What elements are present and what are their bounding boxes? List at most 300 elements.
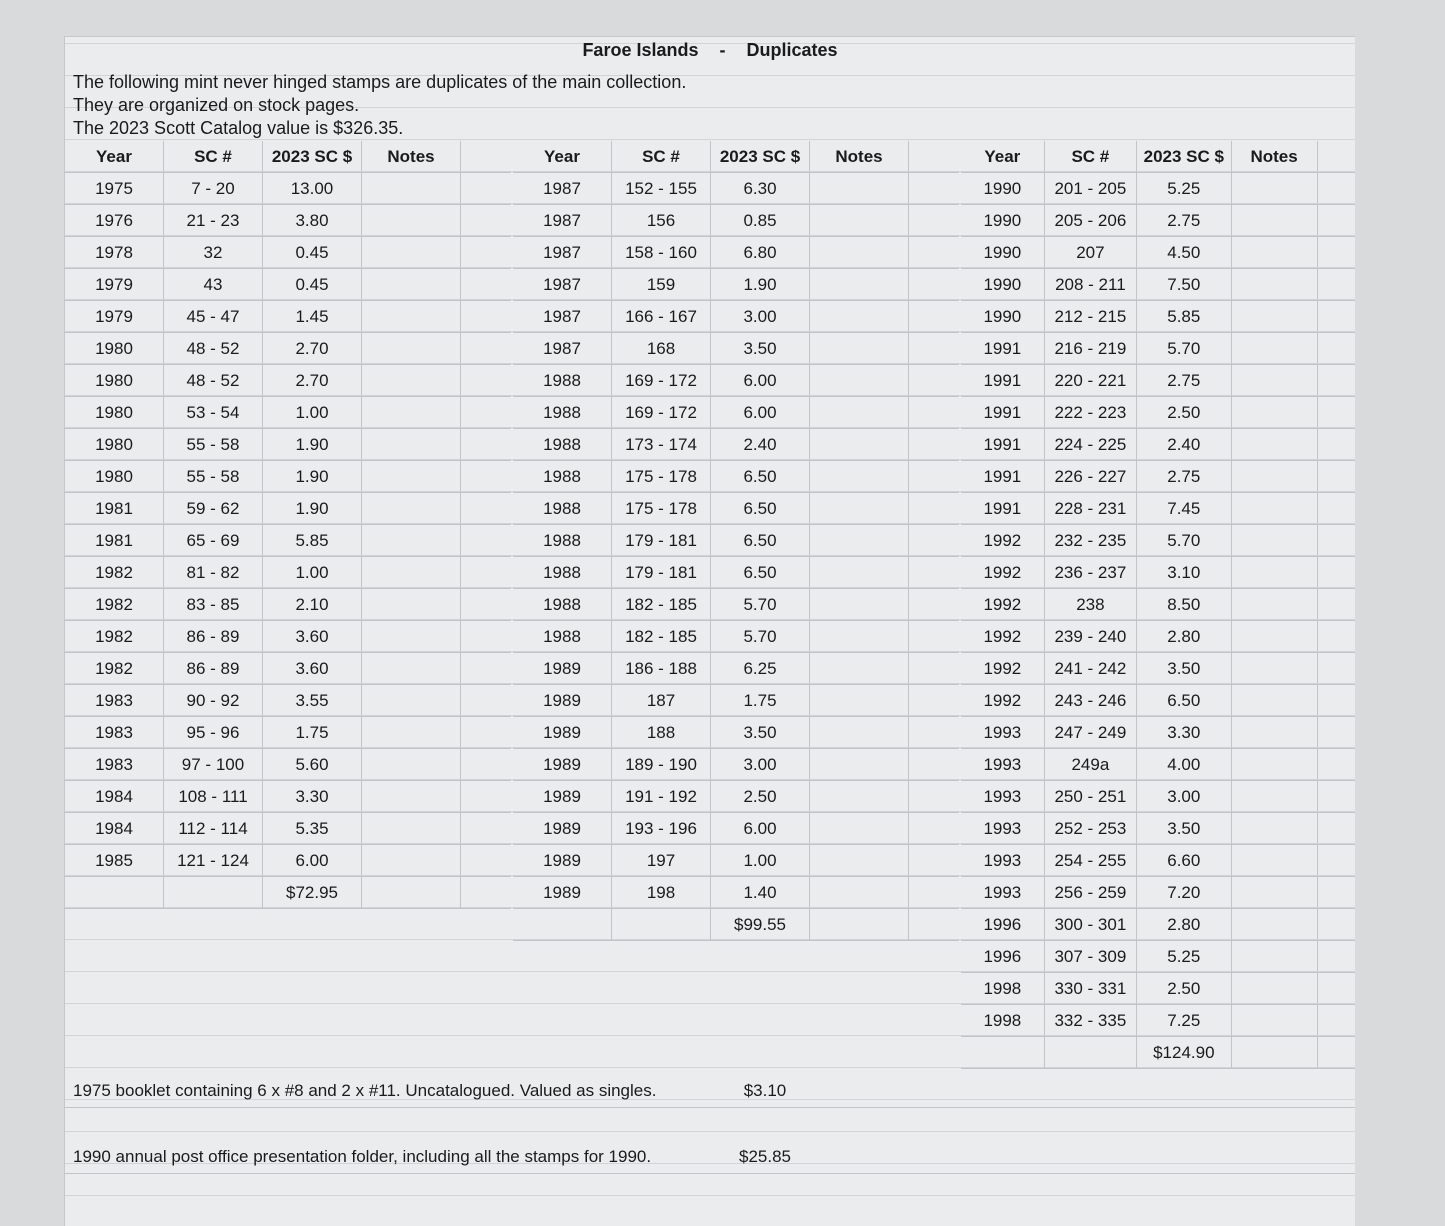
table-row bbox=[961, 237, 1355, 269]
year-cell: 1988 bbox=[513, 557, 612, 589]
value-header: 2023 SC $ bbox=[263, 141, 362, 173]
table-row bbox=[961, 333, 1355, 365]
folder-row bbox=[65, 1140, 1355, 1174]
spacer-cell bbox=[909, 237, 960, 269]
notes-cell bbox=[1231, 781, 1317, 813]
table-row bbox=[961, 429, 1355, 461]
table-row bbox=[65, 717, 511, 749]
sc-number-cell: 249a bbox=[1044, 749, 1136, 781]
spacer-cell bbox=[909, 813, 960, 845]
spacer-cell bbox=[461, 269, 512, 301]
value-cell: 2.70 bbox=[263, 333, 362, 365]
spacer-cell bbox=[909, 525, 960, 557]
year-cell: 1990 bbox=[961, 237, 1044, 269]
value-cell: 2.40 bbox=[711, 429, 810, 461]
notes-cell bbox=[810, 685, 909, 717]
booklet-value: $3.10 bbox=[743, 1081, 787, 1100]
table-row bbox=[513, 525, 959, 557]
year-cell: 1988 bbox=[513, 589, 612, 621]
value-cell: 2.70 bbox=[263, 365, 362, 397]
table-row bbox=[961, 653, 1355, 685]
table-row bbox=[65, 269, 511, 301]
spacer-cell bbox=[1317, 333, 1355, 365]
folder-description: 1990 annual post office presentation folder, including all the stamps for 1990. bbox=[73, 1147, 652, 1166]
table-row bbox=[961, 749, 1355, 781]
value-cell: 3.60 bbox=[263, 621, 362, 653]
value-cell: 6.00 bbox=[263, 845, 362, 877]
table-row bbox=[961, 941, 1355, 973]
notes-cell bbox=[810, 749, 909, 781]
year-cell: 1988 bbox=[513, 365, 612, 397]
year-cell: 1993 bbox=[961, 813, 1044, 845]
notes-cell bbox=[1231, 525, 1317, 557]
notes-cell bbox=[810, 621, 909, 653]
spacer-cell bbox=[1317, 173, 1355, 205]
sc-number-cell: 197 bbox=[612, 845, 711, 877]
year-cell: 1985 bbox=[65, 845, 164, 877]
value-header: 2023 SC $ bbox=[1137, 141, 1232, 173]
year-cell: 1983 bbox=[65, 717, 164, 749]
table-1975-1985 bbox=[65, 141, 511, 909]
value-cell: 5.70 bbox=[711, 589, 810, 621]
notes-cell bbox=[1231, 557, 1317, 589]
value-cell: 3.50 bbox=[711, 717, 810, 749]
title-country: Faroe Islands bbox=[582, 40, 699, 60]
value-cell: 1.90 bbox=[263, 493, 362, 525]
value-cell: 2.80 bbox=[1137, 909, 1232, 941]
notes-cell bbox=[810, 333, 909, 365]
value-cell: 6.30 bbox=[711, 173, 810, 205]
spacer-cell bbox=[461, 525, 512, 557]
spacer-cell bbox=[1317, 589, 1355, 621]
year-cell: 1993 bbox=[961, 877, 1044, 909]
spacer-cell bbox=[461, 589, 512, 621]
sc-number-cell: 159 bbox=[612, 269, 711, 301]
notes-cell bbox=[810, 845, 909, 877]
spacer-cell bbox=[461, 717, 512, 749]
year-cell: 1979 bbox=[65, 301, 164, 333]
notes-cell bbox=[1231, 269, 1317, 301]
spacer-cell bbox=[909, 397, 960, 429]
year-cell: 1992 bbox=[961, 621, 1044, 653]
value-cell: 1.90 bbox=[711, 269, 810, 301]
notes-cell bbox=[362, 493, 461, 525]
notes-cell bbox=[1231, 461, 1317, 493]
sc-number-cell: 53 - 54 bbox=[164, 397, 263, 429]
sc-number-cell: 65 - 69 bbox=[164, 525, 263, 557]
sc-number-cell: 189 - 190 bbox=[612, 749, 711, 781]
notes-cell bbox=[1231, 333, 1317, 365]
notes-cell bbox=[1231, 653, 1317, 685]
notes-cell bbox=[1231, 397, 1317, 429]
notes-cell bbox=[362, 397, 461, 429]
notes-cell bbox=[362, 237, 461, 269]
year-cell: 1989 bbox=[513, 781, 612, 813]
notes-header: Notes bbox=[362, 141, 461, 173]
table-row bbox=[961, 717, 1355, 749]
spacer-cell bbox=[1317, 525, 1355, 557]
sc-number-cell: 238 bbox=[1044, 589, 1136, 621]
table-row bbox=[513, 365, 959, 397]
value-cell: 1.00 bbox=[263, 397, 362, 429]
spacer-cell bbox=[461, 301, 512, 333]
year-cell: 1989 bbox=[513, 717, 612, 749]
value-cell: 6.00 bbox=[711, 397, 810, 429]
notes-cell bbox=[1231, 173, 1317, 205]
spacer-cell bbox=[909, 173, 960, 205]
total-row bbox=[513, 909, 959, 941]
spacer-cell bbox=[909, 845, 960, 877]
table-row bbox=[65, 749, 511, 781]
notes-cell bbox=[1231, 493, 1317, 525]
notes-cell bbox=[362, 685, 461, 717]
sc-number-cell: 48 - 52 bbox=[164, 333, 263, 365]
notes-cell bbox=[810, 653, 909, 685]
total-row bbox=[65, 877, 511, 909]
value-cell: 5.70 bbox=[711, 621, 810, 653]
sc-number-cell: 45 - 47 bbox=[164, 301, 263, 333]
value-cell: 5.85 bbox=[1137, 301, 1232, 333]
spacer-cell bbox=[461, 557, 512, 589]
year-cell: 1980 bbox=[65, 333, 164, 365]
sc-number-cell: 193 - 196 bbox=[612, 813, 711, 845]
sc-number-cell: 152 - 155 bbox=[612, 173, 711, 205]
year-cell: 1983 bbox=[65, 749, 164, 781]
value-cell: 1.75 bbox=[711, 685, 810, 717]
sc-number-cell: 247 - 249 bbox=[1044, 717, 1136, 749]
notes-cell bbox=[810, 589, 909, 621]
sc-number-cell: 48 - 52 bbox=[164, 365, 263, 397]
spacer-cell bbox=[461, 365, 512, 397]
table-row bbox=[65, 557, 511, 589]
table-row bbox=[513, 621, 959, 653]
value-cell: 2.50 bbox=[1137, 397, 1232, 429]
intro-line: The following mint never hinged stamps are duplicates of the main collection. bbox=[73, 72, 687, 92]
value-cell: 1.90 bbox=[263, 461, 362, 493]
year-cell: 1996 bbox=[961, 909, 1044, 941]
sc-number-cell: 169 - 172 bbox=[612, 397, 711, 429]
year-cell: 1991 bbox=[961, 365, 1044, 397]
spacer-cell bbox=[909, 365, 960, 397]
year-cell: 1975 bbox=[65, 173, 164, 205]
spacer-cell bbox=[1317, 909, 1355, 941]
spacer-cell bbox=[909, 909, 960, 941]
notes-cell bbox=[1231, 845, 1317, 877]
value-cell: 1.40 bbox=[711, 877, 810, 909]
table-row bbox=[65, 429, 511, 461]
year-cell: 1976 bbox=[65, 205, 164, 237]
notes-cell bbox=[810, 557, 909, 589]
sc-number-cell: 108 - 111 bbox=[164, 781, 263, 813]
sc-number-cell: 59 - 62 bbox=[164, 493, 263, 525]
notes-cell bbox=[1231, 749, 1317, 781]
value-cell: 3.00 bbox=[711, 749, 810, 781]
notes-cell bbox=[362, 269, 461, 301]
value-cell: 7.25 bbox=[1137, 1005, 1232, 1037]
table-row bbox=[513, 781, 959, 813]
sc-number-cell: 86 - 89 bbox=[164, 653, 263, 685]
year-cell: 1987 bbox=[513, 333, 612, 365]
sc-number-cell: 205 - 206 bbox=[1044, 205, 1136, 237]
sc-number-cell: 175 - 178 bbox=[612, 461, 711, 493]
sc-number-cell: 158 - 160 bbox=[612, 237, 711, 269]
notes-cell bbox=[810, 429, 909, 461]
table-row bbox=[513, 877, 959, 909]
value-cell: 3.30 bbox=[1137, 717, 1232, 749]
year-cell: 1990 bbox=[961, 269, 1044, 301]
sc-number-cell: 55 - 58 bbox=[164, 429, 263, 461]
notes-cell bbox=[810, 717, 909, 749]
spacer-cell bbox=[1317, 973, 1355, 1005]
table-row bbox=[961, 461, 1355, 493]
notes-cell bbox=[362, 749, 461, 781]
year-cell: 1992 bbox=[961, 557, 1044, 589]
spacer-cell bbox=[909, 685, 960, 717]
year-cell: 1989 bbox=[513, 813, 612, 845]
table-row bbox=[513, 589, 959, 621]
table-row bbox=[513, 685, 959, 717]
spacer-cell bbox=[461, 877, 512, 909]
table-row bbox=[65, 621, 511, 653]
notes-cell bbox=[362, 429, 461, 461]
value-cell: 6.50 bbox=[711, 557, 810, 589]
total-value-cell: $72.95 bbox=[263, 877, 362, 909]
sc-number-cell: 236 - 237 bbox=[1044, 557, 1136, 589]
year-cell: 1989 bbox=[513, 685, 612, 717]
spacer-cell bbox=[909, 269, 960, 301]
table-row bbox=[65, 237, 511, 269]
table-row bbox=[65, 301, 511, 333]
table-row bbox=[65, 333, 511, 365]
sc-number-cell: 156 bbox=[612, 205, 711, 237]
table-row bbox=[961, 621, 1355, 653]
sc-number-cell: 81 - 82 bbox=[164, 557, 263, 589]
spacer-cell bbox=[909, 717, 960, 749]
spacer-cell bbox=[1317, 269, 1355, 301]
table-row bbox=[961, 877, 1355, 909]
value-cell: 2.10 bbox=[263, 589, 362, 621]
year-cell: 1988 bbox=[513, 429, 612, 461]
sc-number-cell: 307 - 309 bbox=[1044, 941, 1136, 973]
sc-number-cell: 232 - 235 bbox=[1044, 525, 1136, 557]
year-cell: 1990 bbox=[961, 301, 1044, 333]
value-cell: 6.60 bbox=[1137, 845, 1232, 877]
year-cell bbox=[65, 877, 164, 909]
spacer-cell bbox=[1317, 205, 1355, 237]
value-cell: 4.50 bbox=[1137, 237, 1232, 269]
spacer-cell bbox=[461, 141, 512, 173]
table-row bbox=[513, 557, 959, 589]
title-separator: - bbox=[719, 40, 726, 60]
year-cell: 1993 bbox=[961, 717, 1044, 749]
sc-number-cell: 83 - 85 bbox=[164, 589, 263, 621]
spacer-cell bbox=[461, 333, 512, 365]
year-cell: 1993 bbox=[961, 845, 1044, 877]
table-row bbox=[961, 397, 1355, 429]
spacer-cell bbox=[1317, 141, 1355, 173]
year-cell: 1992 bbox=[961, 589, 1044, 621]
value-cell: 2.50 bbox=[1137, 973, 1232, 1005]
spacer-cell bbox=[461, 621, 512, 653]
table-row bbox=[513, 397, 959, 429]
table-row bbox=[513, 237, 959, 269]
year-cell: 1980 bbox=[65, 397, 164, 429]
spacer-cell bbox=[461, 685, 512, 717]
value-cell: 4.00 bbox=[1137, 749, 1232, 781]
year-cell: 1983 bbox=[65, 685, 164, 717]
sc-number-cell: 168 bbox=[612, 333, 711, 365]
spacer-cell bbox=[909, 333, 960, 365]
table-row bbox=[65, 685, 511, 717]
spacer-cell bbox=[1317, 429, 1355, 461]
duplicates-table bbox=[65, 141, 511, 909]
year-cell: 1989 bbox=[513, 653, 612, 685]
table-row bbox=[513, 813, 959, 845]
spacer-cell bbox=[461, 749, 512, 781]
table-row bbox=[65, 845, 511, 877]
sc-number-cell bbox=[164, 877, 263, 909]
spacer-cell bbox=[461, 173, 512, 205]
notes-cell bbox=[362, 877, 461, 909]
value-cell: 7.20 bbox=[1137, 877, 1232, 909]
table-row bbox=[65, 813, 511, 845]
table-row bbox=[65, 461, 511, 493]
notes-cell bbox=[810, 301, 909, 333]
spacer-cell bbox=[1317, 237, 1355, 269]
spacer-cell bbox=[909, 781, 960, 813]
value-cell: 6.50 bbox=[1137, 685, 1232, 717]
year-cell: 1996 bbox=[961, 941, 1044, 973]
sc-number-cell: 97 - 100 bbox=[164, 749, 263, 781]
header-row bbox=[513, 141, 959, 173]
table-row bbox=[513, 429, 959, 461]
value-cell: 2.75 bbox=[1137, 461, 1232, 493]
table-row bbox=[65, 397, 511, 429]
total-value-cell: $99.55 bbox=[711, 909, 810, 941]
table-row bbox=[513, 493, 959, 525]
spacer-cell bbox=[1317, 557, 1355, 589]
value-cell: 6.50 bbox=[711, 493, 810, 525]
table-row bbox=[65, 781, 511, 813]
sc-number-cell bbox=[612, 909, 711, 941]
table-row bbox=[961, 589, 1355, 621]
sc-number-cell: 186 - 188 bbox=[612, 653, 711, 685]
page-title bbox=[65, 40, 1355, 61]
notes-cell bbox=[1231, 365, 1317, 397]
year-cell: 1987 bbox=[513, 237, 612, 269]
spacer-cell bbox=[461, 653, 512, 685]
value-cell: 0.85 bbox=[711, 205, 810, 237]
sc-number-cell: 198 bbox=[612, 877, 711, 909]
spacer-cell bbox=[909, 461, 960, 493]
year-cell: 1992 bbox=[961, 685, 1044, 717]
sc-number-cell: 220 - 221 bbox=[1044, 365, 1136, 397]
notes-cell bbox=[810, 813, 909, 845]
spacer-cell bbox=[1317, 717, 1355, 749]
sc-number-cell: 250 - 251 bbox=[1044, 781, 1136, 813]
spacer-cell bbox=[1317, 397, 1355, 429]
table-row bbox=[961, 365, 1355, 397]
year-cell: 1980 bbox=[65, 429, 164, 461]
spacer-cell bbox=[1317, 877, 1355, 909]
value-cell: 1.00 bbox=[263, 557, 362, 589]
value-cell: 1.45 bbox=[263, 301, 362, 333]
year-cell: 1998 bbox=[961, 973, 1044, 1005]
value-cell: 13.00 bbox=[263, 173, 362, 205]
spacer-cell bbox=[909, 653, 960, 685]
value-cell: 1.75 bbox=[263, 717, 362, 749]
value-cell: 5.25 bbox=[1137, 941, 1232, 973]
notes-cell bbox=[362, 557, 461, 589]
value-cell: 3.60 bbox=[263, 653, 362, 685]
spacer-cell bbox=[1317, 1037, 1355, 1069]
year-cell: 1991 bbox=[961, 493, 1044, 525]
value-cell: 2.50 bbox=[711, 781, 810, 813]
table-row bbox=[513, 301, 959, 333]
sc-number-cell: 175 - 178 bbox=[612, 493, 711, 525]
sc-number-cell: 243 - 246 bbox=[1044, 685, 1136, 717]
notes-cell bbox=[1231, 717, 1317, 749]
sc-number-cell: 191 - 192 bbox=[612, 781, 711, 813]
notes-cell bbox=[362, 781, 461, 813]
notes-cell bbox=[810, 461, 909, 493]
year-cell: 1980 bbox=[65, 461, 164, 493]
table-row bbox=[513, 845, 959, 877]
spacer-cell bbox=[909, 877, 960, 909]
notes-cell bbox=[1231, 589, 1317, 621]
year-cell: 1984 bbox=[65, 813, 164, 845]
sc-number-cell: 7 - 20 bbox=[164, 173, 263, 205]
value-cell: 6.00 bbox=[711, 813, 810, 845]
table-row bbox=[65, 173, 511, 205]
spacer-cell bbox=[461, 429, 512, 461]
value-cell: 0.45 bbox=[263, 237, 362, 269]
notes-cell bbox=[810, 525, 909, 557]
value-cell: 2.40 bbox=[1137, 429, 1232, 461]
notes-cell bbox=[362, 301, 461, 333]
year-cell: 1998 bbox=[961, 1005, 1044, 1037]
title-subject: Duplicates bbox=[746, 40, 838, 60]
sc-number-cell: 95 - 96 bbox=[164, 717, 263, 749]
year-cell bbox=[961, 1037, 1044, 1069]
sc-number-cell: 179 - 181 bbox=[612, 557, 711, 589]
sc-number-cell: 208 - 211 bbox=[1044, 269, 1136, 301]
year-cell: 1989 bbox=[513, 845, 612, 877]
year-cell: 1988 bbox=[513, 621, 612, 653]
year-cell: 1992 bbox=[961, 653, 1044, 685]
header-row bbox=[65, 141, 511, 173]
year-cell bbox=[513, 909, 612, 941]
intro-text bbox=[73, 71, 686, 140]
spacer-cell bbox=[1317, 461, 1355, 493]
value-cell: 3.30 bbox=[263, 781, 362, 813]
notes-cell bbox=[810, 877, 909, 909]
table-row bbox=[961, 845, 1355, 877]
booklet-row bbox=[65, 1074, 1355, 1108]
total-value-cell: $124.90 bbox=[1137, 1037, 1232, 1069]
notes-cell bbox=[1231, 1005, 1317, 1037]
spacer-cell bbox=[1317, 365, 1355, 397]
value-cell: 5.70 bbox=[1137, 333, 1232, 365]
notes-cell bbox=[362, 589, 461, 621]
table-row bbox=[513, 333, 959, 365]
spacer-cell bbox=[1317, 301, 1355, 333]
year-cell: 1987 bbox=[513, 269, 612, 301]
notes-cell bbox=[810, 205, 909, 237]
sc-number-cell: 228 - 231 bbox=[1044, 493, 1136, 525]
spacer-cell bbox=[461, 493, 512, 525]
sc-number-cell: 256 - 259 bbox=[1044, 877, 1136, 909]
